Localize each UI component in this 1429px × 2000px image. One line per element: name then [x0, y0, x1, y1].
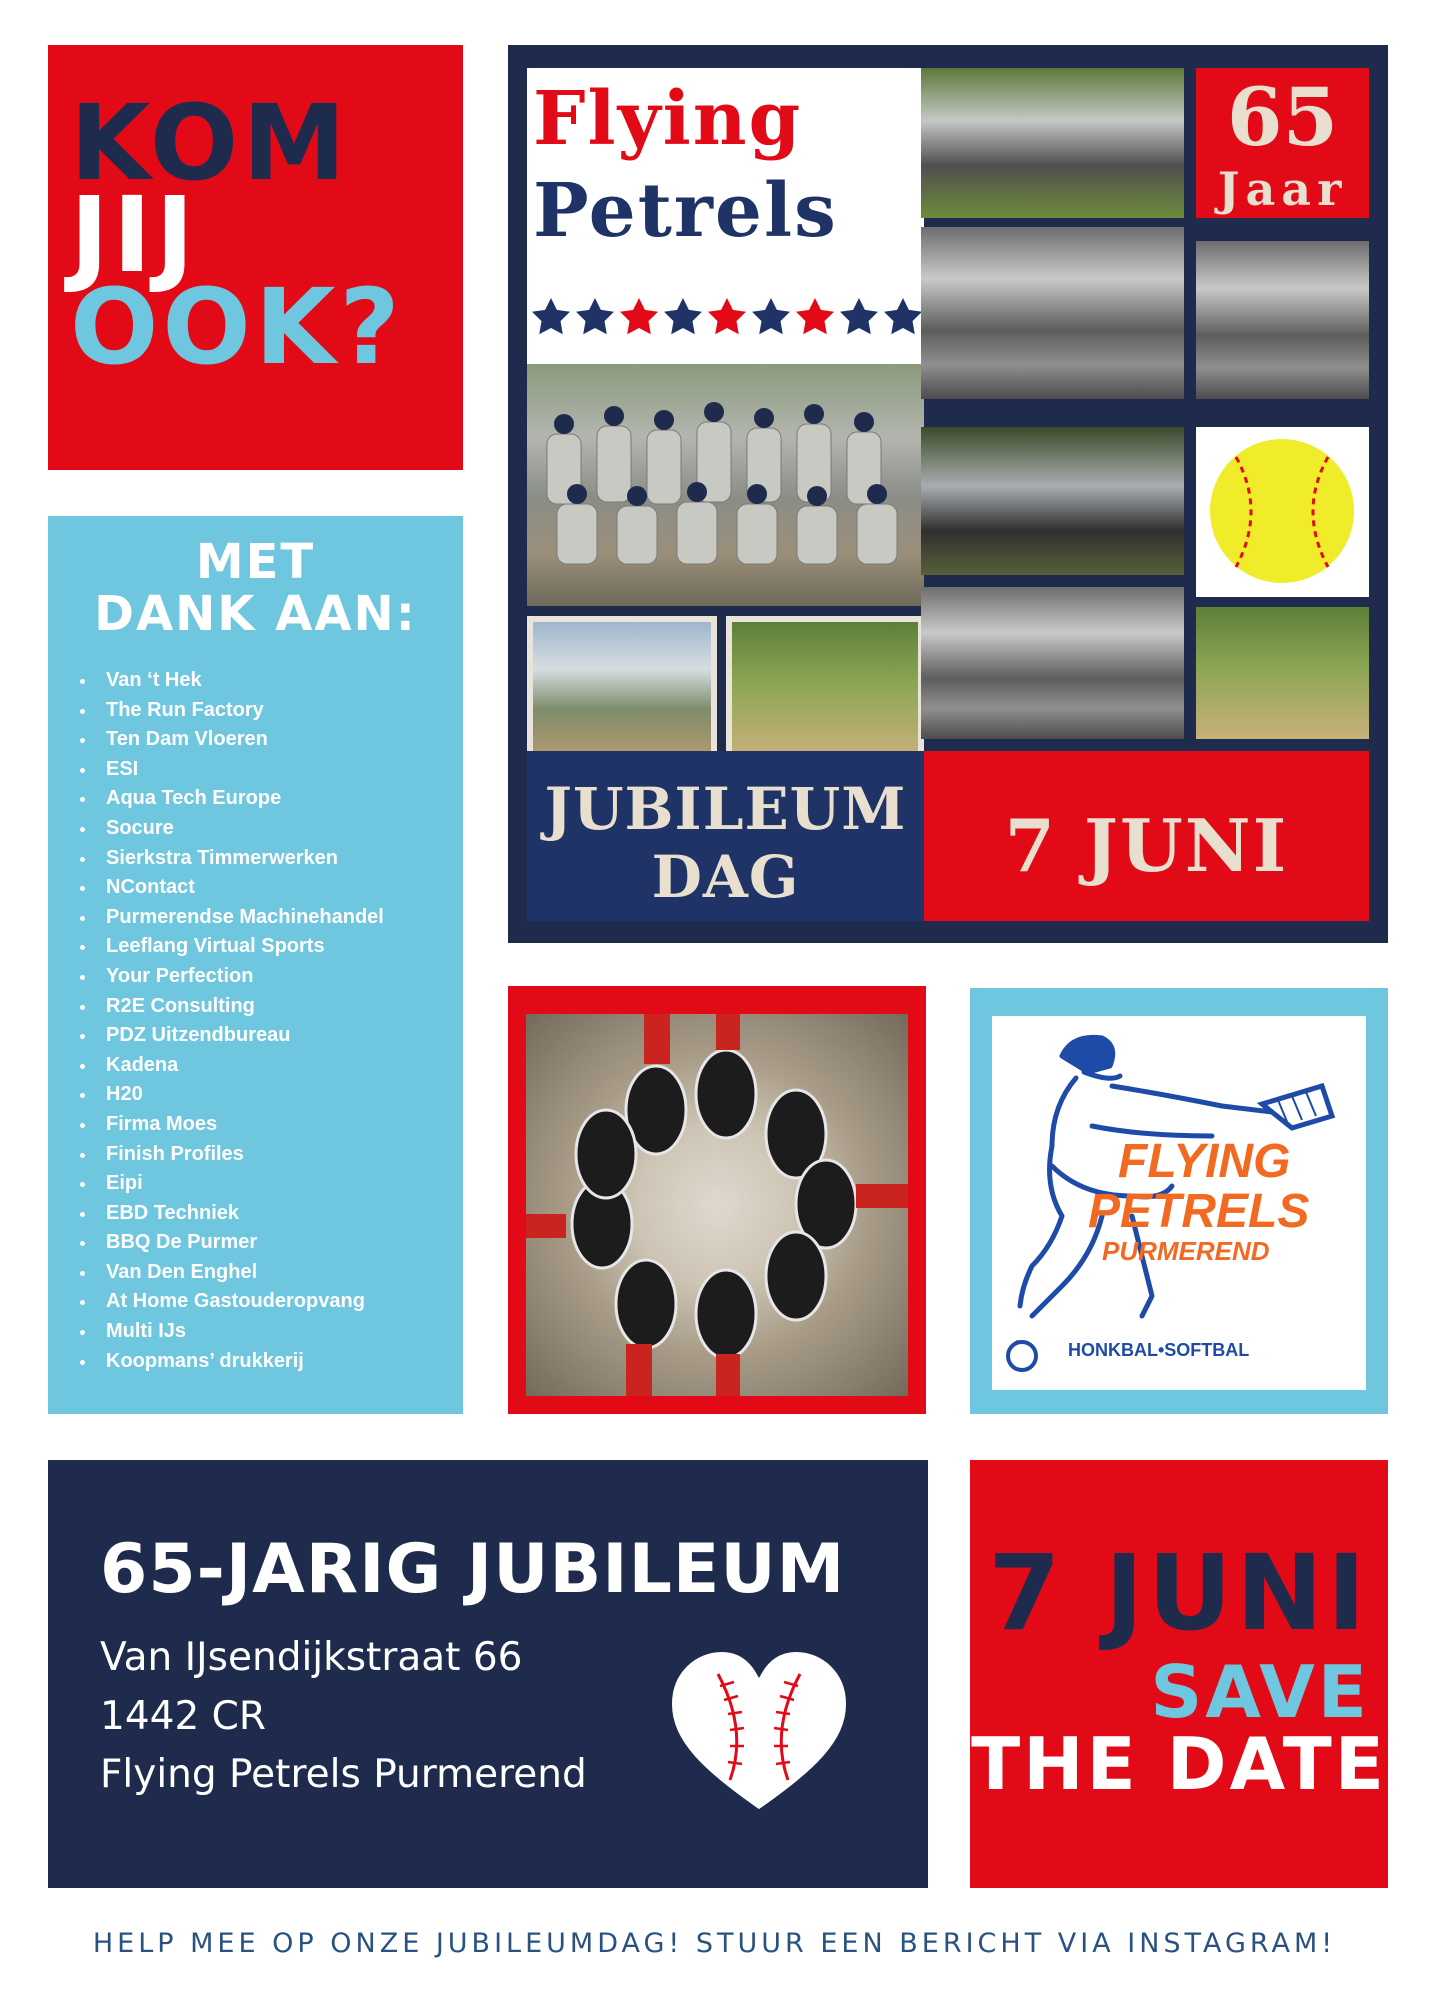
sponsor-item: The Run Factory	[106, 696, 384, 726]
feet-photo-frame	[508, 986, 926, 1414]
sponsor-item: Your Perfection	[106, 962, 384, 992]
logo-line-1: FLYING	[1118, 1135, 1291, 1188]
team-photo	[921, 227, 1184, 399]
sponsor-item: Koopmans’ drukkerij	[106, 1347, 384, 1377]
address-venue: Flying Petrels Purmerend	[100, 1752, 587, 1797]
anniversary-number: 65	[1226, 70, 1339, 164]
sponsor-item: BBQ De Purmer	[106, 1228, 384, 1258]
sponsor-list	[106, 666, 384, 1376]
photo-collage	[508, 45, 1388, 943]
logo-line-2: PETRELS	[1088, 1185, 1310, 1238]
event-line-1: JUBILEUM	[544, 775, 907, 843]
address-postcode: 1442 CR	[100, 1694, 266, 1739]
save-the-date-date: 7 JUNI	[988, 1532, 1370, 1654]
sponsor-item: Socure	[106, 814, 384, 844]
headline-line-3: OOK?	[70, 266, 404, 388]
team-photo	[921, 427, 1184, 575]
sponsor-item: H20	[106, 1080, 384, 1110]
sponsors-title-line-1: MET	[195, 534, 316, 590]
baseball-heart-icon	[662, 1640, 856, 1824]
sponsor-item: Leeflang Virtual Sports	[106, 932, 384, 962]
logo-tagline: HONKBAL•SOFTBAL	[1068, 1340, 1250, 1360]
collage-title-tile	[527, 68, 924, 606]
anniversary-word: Jaar	[1217, 162, 1348, 216]
save-the-date-line-1: SAVE	[1150, 1650, 1370, 1734]
headline-line-2: JIJ	[70, 174, 199, 296]
save-the-date-panel	[970, 1460, 1388, 1888]
sponsor-item: Aqua Tech Europe	[106, 784, 384, 814]
softball-tile	[1196, 427, 1369, 597]
sponsor-item: Van ‘t Hek	[106, 666, 384, 696]
sponsor-item: EBD Techniek	[106, 1199, 384, 1229]
sponsor-item: Firma Moes	[106, 1110, 384, 1140]
sponsor-item: At Home Gastouderopvang	[106, 1287, 384, 1317]
sponsor-item: Kadena	[106, 1051, 384, 1081]
team-photo	[921, 68, 1184, 218]
team-photo	[527, 616, 717, 762]
event-line-2: DAG	[651, 843, 800, 911]
sponsor-item: Sierkstra Timmerwerken	[106, 844, 384, 874]
batter-photo	[1196, 607, 1369, 739]
headline-block	[48, 45, 463, 470]
club-logo	[992, 1016, 1366, 1390]
star-row-icon	[527, 294, 924, 340]
softball-icon	[1196, 427, 1369, 597]
sponsor-item: Multi IJs	[106, 1317, 384, 1347]
sponsor-item: R2E Consulting	[106, 992, 384, 1022]
sponsor-item: Purmerendse Machinehandel	[106, 903, 384, 933]
event-label-tile	[527, 751, 924, 921]
sponsors-panel	[48, 516, 463, 1414]
batter-photo	[1196, 241, 1369, 399]
sponsor-item: NContact	[106, 873, 384, 903]
anniversary-tile	[1196, 68, 1369, 218]
collage-title-flying: Flying	[533, 76, 803, 162]
club-logo-frame	[970, 988, 1388, 1414]
sponsors-title-line-2: DANK AAN:	[94, 586, 417, 642]
event-title: 65-JARIG JUBILEUM	[100, 1530, 846, 1609]
team-photo	[726, 616, 924, 762]
headline-line-1: KOM	[70, 82, 350, 204]
sponsor-item: Eipi	[106, 1169, 384, 1199]
collage-title-petrels: Petrels	[533, 168, 838, 254]
sponsor-item: ESI	[106, 755, 384, 785]
sponsor-item: PDZ Uitzendbureau	[106, 1021, 384, 1051]
sponsor-item: Finish Profiles	[106, 1140, 384, 1170]
event-date: 7 JUNI	[1004, 803, 1289, 888]
game-photo	[921, 587, 1184, 739]
event-info-panel	[48, 1460, 928, 1888]
logo-line-3: PURMEREND	[1102, 1236, 1270, 1266]
sponsors-title	[48, 536, 463, 640]
event-date-tile	[924, 751, 1369, 921]
sponsor-item: Ten Dam Vloeren	[106, 725, 384, 755]
sponsor-item: Van Den Enghel	[106, 1258, 384, 1288]
save-the-date-line-2: THE DATE	[971, 1722, 1387, 1806]
feet-circle-photo	[526, 1014, 908, 1396]
team-photo	[527, 364, 924, 606]
address-street: Van IJsendijkstraat 66	[100, 1635, 523, 1680]
footer-call-to-action: HELP MEE OP ONZE JUBILEUMDAG! STUUR EEN BERICHT VIA INSTAGRAM!	[92, 1928, 1337, 1959]
